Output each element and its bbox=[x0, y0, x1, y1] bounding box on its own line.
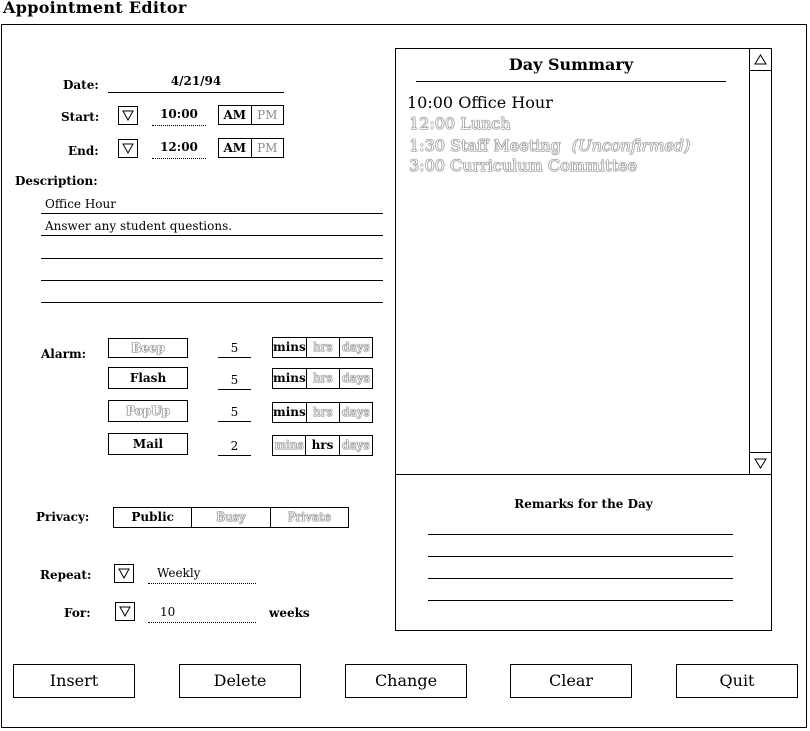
end-am-option[interactable]: AM bbox=[219, 139, 252, 157]
remarks-line[interactable] bbox=[428, 562, 733, 579]
day-summary-rule bbox=[416, 81, 726, 82]
alarm-mail-amount[interactable]: 2 bbox=[218, 439, 251, 456]
day-summary-item[interactable] bbox=[409, 135, 690, 156]
start-label: Start: bbox=[61, 110, 100, 124]
unit-days-option[interactable]: days bbox=[342, 371, 370, 385]
day-summary-item[interactable]: 12:00 Lunch bbox=[409, 114, 511, 133]
description-line[interactable]: Office Hour bbox=[41, 197, 383, 214]
date-label: Date: bbox=[63, 78, 99, 92]
remarks-title: Remarks for the Day bbox=[514, 497, 653, 511]
unit-mins-option[interactable]: mins bbox=[273, 403, 307, 422]
start-pm-option[interactable]: PM bbox=[257, 108, 278, 122]
scroll-down-button[interactable] bbox=[749, 452, 771, 474]
unit-mins-option[interactable]: mins bbox=[273, 369, 307, 388]
end-label: End: bbox=[68, 144, 99, 158]
alarm-beep-button[interactable]: Beep bbox=[108, 338, 188, 358]
triangle-down-icon bbox=[122, 110, 134, 121]
end-pm-option[interactable]: PM bbox=[257, 141, 278, 155]
triangle-down-icon bbox=[754, 458, 767, 469]
description-line[interactable] bbox=[41, 263, 383, 281]
end-ampm-toggle[interactable] bbox=[218, 138, 284, 158]
start-dropdown-button[interactable] bbox=[118, 106, 138, 125]
triangle-down-icon bbox=[119, 606, 131, 617]
privacy-selector[interactable] bbox=[113, 507, 349, 528]
unconfirmed-note: (Unconfirmed) bbox=[571, 136, 691, 155]
alarm-popup-button[interactable]: PopUp bbox=[108, 400, 188, 422]
description-line[interactable]: Answer any student questions. bbox=[41, 219, 383, 236]
privacy-busy-option[interactable]: Busy bbox=[192, 508, 270, 527]
day-summary-title: Day Summary bbox=[508, 55, 634, 74]
alarm-beep-amount[interactable]: 5 bbox=[218, 341, 251, 358]
alarm-mail-units[interactable] bbox=[272, 435, 373, 456]
for-dropdown-button[interactable] bbox=[115, 602, 135, 621]
alarm-mail-button[interactable]: Mail bbox=[108, 433, 188, 455]
privacy-public-option[interactable]: Public bbox=[114, 508, 192, 527]
unit-hrs-option[interactable]: hrs bbox=[307, 369, 340, 388]
change-button[interactable]: Change bbox=[345, 664, 467, 698]
alarm-flash-button[interactable]: Flash bbox=[108, 367, 188, 389]
alarm-popup-units[interactable] bbox=[272, 402, 373, 423]
unit-mins-option[interactable]: mins bbox=[273, 436, 306, 455]
panel-divider bbox=[395, 474, 772, 475]
privacy-private-option[interactable]: Private bbox=[287, 510, 332, 524]
end-dropdown-button[interactable] bbox=[118, 139, 138, 158]
triangle-down-icon bbox=[122, 143, 134, 154]
delete-button[interactable]: Delete bbox=[179, 664, 301, 698]
description-label: Description: bbox=[15, 174, 98, 188]
start-time-field[interactable]: 10:00 bbox=[152, 107, 206, 126]
description-line[interactable] bbox=[41, 241, 383, 259]
remarks-line[interactable] bbox=[428, 540, 733, 557]
description-line[interactable] bbox=[41, 285, 383, 303]
unit-days-option[interactable]: days bbox=[342, 340, 370, 354]
unit-days-option[interactable]: days bbox=[342, 405, 370, 419]
clear-button[interactable]: Clear bbox=[510, 664, 632, 698]
alarm-label: Alarm: bbox=[41, 347, 87, 361]
start-ampm-toggle[interactable] bbox=[218, 105, 284, 125]
triangle-up-icon bbox=[754, 54, 767, 65]
repeat-dropdown-button[interactable] bbox=[114, 564, 134, 583]
repeat-field[interactable]: Weekly bbox=[148, 566, 256, 584]
triangle-down-icon bbox=[118, 568, 130, 579]
day-summary-item[interactable]: 3:00 Curriculum Committee bbox=[409, 156, 638, 175]
alarm-flash-units[interactable] bbox=[272, 368, 373, 389]
unit-hrs-option[interactable]: hrs bbox=[306, 436, 339, 455]
for-field[interactable]: 10 bbox=[148, 605, 256, 623]
for-label: For: bbox=[64, 606, 91, 620]
end-time-field[interactable]: 12:00 bbox=[152, 140, 206, 159]
start-am-option[interactable]: AM bbox=[219, 106, 252, 124]
unit-hrs-option[interactable]: hrs bbox=[307, 338, 340, 357]
remarks-line[interactable] bbox=[428, 518, 733, 535]
alarm-beep-units[interactable] bbox=[272, 337, 373, 358]
day-summary-item-text: 1:30 Staff Meeting bbox=[409, 136, 561, 155]
remarks-line[interactable] bbox=[428, 584, 733, 601]
day-summary-item[interactable]: 10:00 Office Hour bbox=[407, 93, 553, 112]
scroll-up-button[interactable] bbox=[749, 49, 771, 71]
for-unit-label: weeks bbox=[269, 606, 310, 620]
alarm-flash-amount[interactable]: 5 bbox=[218, 373, 251, 390]
repeat-label: Repeat: bbox=[40, 568, 92, 582]
window-title: Appointment Editor bbox=[3, 0, 187, 17]
day-summary-scrollbar[interactable] bbox=[749, 49, 771, 474]
unit-mins-option[interactable]: mins bbox=[273, 338, 307, 357]
unit-days-option[interactable]: days bbox=[341, 438, 370, 452]
alarm-popup-amount[interactable]: 5 bbox=[218, 405, 251, 422]
privacy-label: Privacy: bbox=[36, 510, 90, 524]
insert-button[interactable]: Insert bbox=[13, 664, 135, 698]
unit-hrs-option[interactable]: hrs bbox=[307, 403, 340, 422]
date-field[interactable]: 4/21/94 bbox=[108, 74, 284, 93]
quit-button[interactable]: Quit bbox=[676, 664, 798, 698]
